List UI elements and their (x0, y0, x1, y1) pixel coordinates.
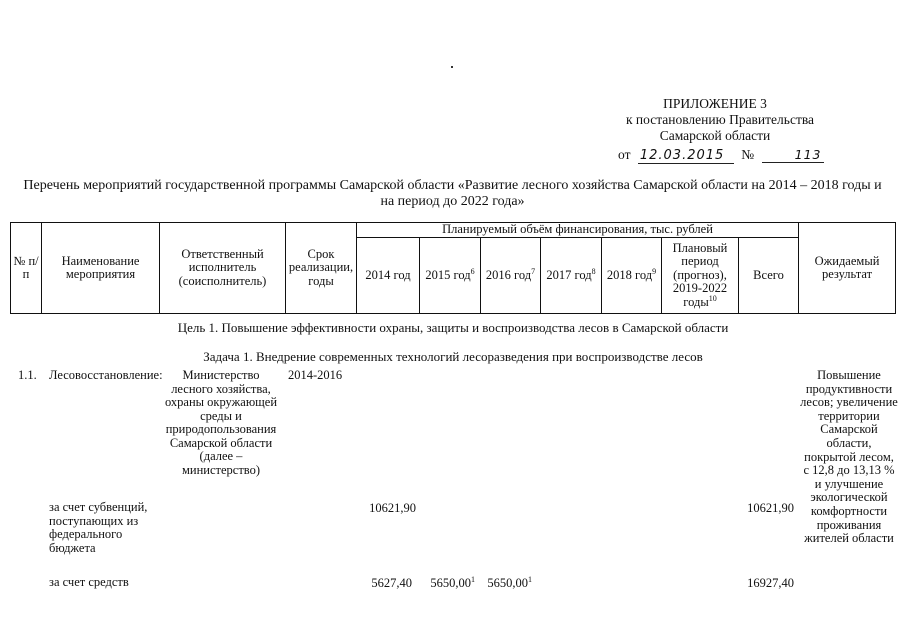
footnote-mark: 6 (470, 266, 475, 276)
cell-2016: 5650,00$^1$ (487, 574, 532, 590)
header-num: № п/п (13, 253, 39, 281)
header-total: Всего (753, 267, 784, 282)
cell-total: 10621,90 (747, 501, 794, 515)
header-forecast: Плановый период (прогноз), 2019-2022 годы$^{10}$ (672, 240, 728, 309)
cell-2015: 5650,00$^1$ (430, 574, 475, 590)
footnote-mark: 10 (708, 293, 717, 303)
handwritten-number: 113 (762, 148, 824, 163)
row-expected-result: Повышение продуктивности лесов; увеличение территории Самарской области, покрытой лесом, с 12,8 до 13,13 % и улучшение экологической комфортности проживания жителей области (800, 368, 898, 546)
row-number: 1.1. (18, 368, 37, 382)
number-sign: № (741, 147, 755, 162)
header-result: Ожидаемый результат (814, 253, 880, 281)
row-term: 2014-2016 (288, 368, 343, 382)
date-prefix: от (618, 147, 631, 162)
footnote-mark: 8 (591, 266, 596, 276)
header-2016: 2016 год$^7$ (485, 266, 536, 282)
header-name: Наименование мероприятия (61, 253, 140, 281)
appendix-decree-line: к постановлению Правительства (625, 112, 815, 127)
appendix-region: Самарской области (659, 128, 771, 143)
header-funding-group: Планируемый объём финансирования, тыс. рублей (442, 222, 713, 237)
cell-2014: 10621,90 (369, 501, 416, 515)
col-divider (661, 237, 662, 313)
handwritten-date: 12.03.2015 (638, 149, 734, 164)
goal-heading: Цель 1. Повышение эффективности охраны, защиты и воспроизводства лесов в Самарской области (177, 320, 729, 335)
footnote-mark: 1 (528, 574, 532, 584)
appendix-title: ПРИЛОЖЕНИЕ 3 (663, 96, 767, 111)
header-term: Срок реализации, годы (288, 246, 354, 288)
task-heading: Задача 1. Внедрение современных технологий лесоразведения при воспроизводстве лесов (203, 349, 703, 364)
header-2014: 2014 год (365, 267, 411, 282)
document-title: Перечень мероприятий государственной программы Самарской области «Развитие лесного хозяйства Самарской области на 2014 – 2018 годы и на период до 2022 года» (23, 178, 882, 209)
row-name: Лесовосстановление: (49, 368, 163, 382)
header-executor: Ответственный исполнитель (соисполнитель) (178, 246, 267, 288)
row-name: за счет средств (49, 575, 129, 589)
header-2018: 2018 год$^9$ (606, 266, 657, 282)
footnote-mark: 9 (652, 266, 657, 276)
cell-total: 16927,40 (747, 576, 794, 590)
appendix-date-row (618, 147, 833, 164)
row-name: за счет субвенций, поступающих из федерального бюджета (49, 500, 148, 555)
scan-speck (451, 66, 453, 68)
header-2017: 2017 год$^8$ (546, 266, 596, 282)
footnote-mark: 1 (471, 574, 475, 584)
row-executor: Министерство лесного хозяйства, охраны окружающей среды и природопользования Самарской области (далее – министерство) (164, 368, 278, 477)
header-2015: 2015 год$^6$ (425, 266, 475, 282)
footnote-mark: 7 (531, 266, 536, 276)
cell-2014: 5627,40 (371, 576, 412, 590)
table-header (10, 222, 896, 314)
